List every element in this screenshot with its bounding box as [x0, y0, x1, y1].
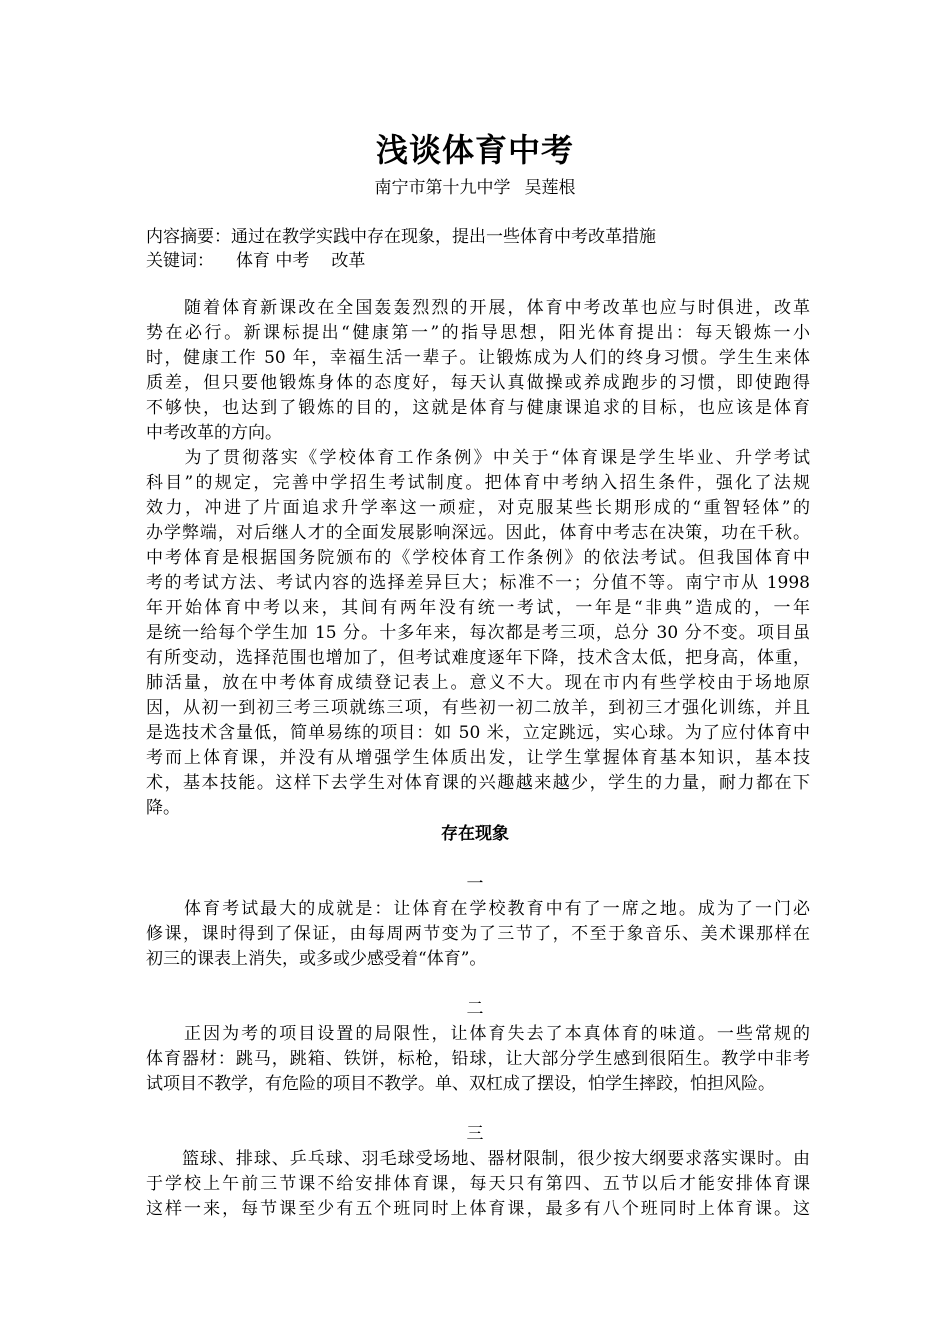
text-line: 办学弊端，对后继人才的全面发展影响深远。因此，体育中考志在决策，功在千秋。 [146, 523, 810, 543]
text-line: 考而上体育课，并没有从增强学生体质出发，让学生掌握体育基本知识，基本技 [146, 748, 810, 768]
section-title: 存在现象 [441, 824, 509, 844]
author-name: 吴莲根 [524, 178, 576, 198]
text-line: 势在必行。新课标提出“健康第一”的指导思想，阳光体育提出：每天锻炼一小 [146, 323, 810, 343]
text-line: 是选技术含量低，简单易练的项目：如 50 米，立定跳远，实心球。为了应付体育中 [146, 723, 810, 743]
text-line: 不够快，也达到了锻炼的目的，这就是体育与健康课追求的目标，也应该是体育 [146, 398, 810, 418]
text-line: 篮球、排球、乒乓球、羽毛球受场地、器材限制，很少按大纲要求落实课时。由 [146, 1149, 810, 1169]
section-1-paragraph [146, 897, 810, 972]
text-line: 是统一给每个学生加 15 分。十多年来，每次都是考三项，总分 30 分不变。项目虽 [146, 623, 810, 643]
section-numeral: 三 [466, 1124, 484, 1144]
text-line: 试项目不教学，有危险的项目不教学。单、双杠成了摆设，怕学生摔跤，怕担风险。 [146, 1074, 775, 1094]
text-line: 体育考试最大的成就是：让体育在学校教育中有了一席之地。成为了一门必 [146, 899, 810, 919]
keywords-label: 关键词： [146, 251, 214, 271]
section-3-paragraph [146, 1147, 810, 1222]
text-line: 中考体育是根据国务院颁布的《学校体育工作条例》的依法考试。但我国体育中 [146, 548, 810, 568]
keywords-item: 体育 中考 [236, 251, 310, 271]
author-school: 南宁市第十九中学 [374, 178, 511, 198]
text-line: 体育器材：跳马，跳箱、铁饼，标枪，铅球，让大部分学生感到很陌生。教学中非考 [146, 1049, 810, 1069]
text-line: 有所变动，选择范围也增加了，但考试难度逐年下降，技术含太低，把身高，体重， [146, 648, 810, 668]
abstract: 内容摘要：通过在教学实践中存在现象，提出一些体育中考改革措施 [146, 227, 656, 247]
text-line: 这样一来，每节课至少有五个班同时上体育课，最多有八个班同时上体育课。这 [146, 1199, 810, 1219]
author-line [0, 176, 950, 200]
text-line: 随着体育新课改在全国轰轰烈烈的开展，体育中考改革也应与时俱进，改革 [146, 298, 810, 318]
section-numeral: 二 [466, 999, 484, 1019]
text-line: 时，健康工作 50 年，幸福生活一辈子。让锻炼成为人们的终身习惯。学生生来体 [146, 348, 810, 368]
keywords-item: 改革 [331, 251, 366, 271]
keywords [146, 249, 826, 273]
text-line: 因，从初一到初三考三项就练三项，有些初一初二放羊，到初三才强化训练，并且 [146, 698, 810, 718]
section-2-paragraph [146, 1022, 810, 1097]
text-line: 初三的课表上消失，或多或少感受着“体育”。 [146, 949, 487, 969]
text-line: 于学校上午前三节课不给安排体育课，每天只有第四、五节以后才能安排体育课 [146, 1174, 810, 1194]
text-line: 中考改革的方向。 [146, 423, 282, 443]
text-line: 效力，冲进了片面追求升学率这一顽症，对克服某些长期形成的“重智轻体”的 [146, 498, 810, 518]
text-line: 正因为考的项目设置的局限性，让体育失去了本真体育的味道。一些常规的 [146, 1024, 810, 1044]
intro-paragraphs [146, 296, 810, 821]
text-line: 修课，课时得到了保证，由每周两节变为了三节了，不至于象音乐、美术课那样在 [146, 924, 810, 944]
document-title: 浅谈体育中考 [375, 131, 574, 169]
text-line: 科目”的规定，完善中学招生考试制度。把体育中考纳入招生条件，强化了法规 [146, 473, 810, 493]
text-line: 术，基本技能。这样下去学生对体育课的兴趣越来越少，学生的力量，耐力都在下 [146, 773, 810, 793]
text-line: 降。 [146, 798, 180, 818]
text-line: 为了贯彻落实《学校体育工作条例》中关于“体育课是学生毕业、升学考试 [146, 448, 810, 468]
section-numeral: 一 [466, 874, 484, 894]
text-line: 考的考试方法、考试内容的选择差异巨大；标准不一；分值不等。南宁市从 1998 [146, 573, 810, 593]
text-line: 肺活量，放在中考体育成绩登记表上。意义不大。现在市内有些学校由于场地原 [146, 673, 810, 693]
text-line: 质差，但只要他锻炼身体的态度好，每天认真做操或养成跑步的习惯，即使跑得 [146, 373, 810, 393]
text-line: 年开始体育中考以来，其间有两年没有统一考试，一年是“非典”造成的，一年 [146, 598, 810, 618]
